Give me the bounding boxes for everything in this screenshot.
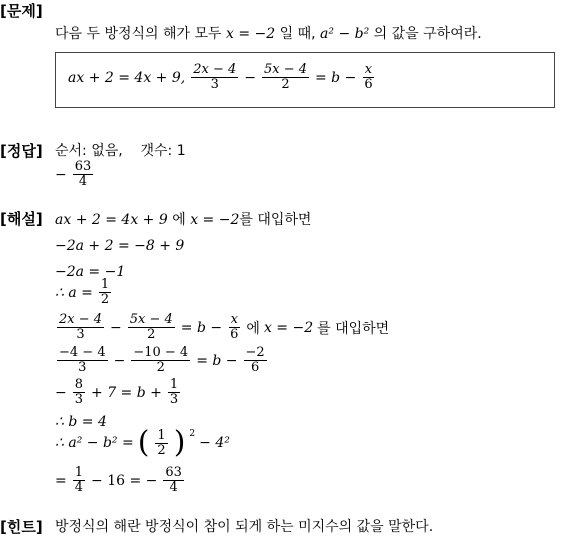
answer-value: − $\frac{63}{4}$: [55, 159, 92, 189]
solution-line-10: = $\frac{1}{4}$ − 16 = − $\frac{63}{4}$: [55, 465, 182, 495]
problem-text: 다음 두 방정식의 해가 모두 x = −2 일 때, a² − b² 의 값을 구하여라.: [55, 26, 482, 42]
solution-label: [해설]: [0, 210, 43, 228]
fraction: $\frac{5x - 4}{2}$: [263, 62, 307, 92]
hint-label: [힌트]: [0, 518, 43, 536]
solution-line-8: ∴ b = 4: [55, 414, 107, 430]
solution-line-6: $\frac{-4 - 4}{3}$ − $\frac{-10 - 4}{2}$ = b − $\frac{-2}{6}$: [59, 345, 265, 375]
solution-line-4: ∴ a = $\frac{1}{2}$: [55, 277, 110, 307]
solution-line-7: − $\frac{8}{3}$ + 7 = b + $\frac{1}{3}$: [55, 377, 179, 407]
solution-line-9: ∴ a² − b² = ( $\frac{1}{2}$ ) $^2$ − 4²: [55, 425, 230, 460]
problem-label: [문제]: [0, 2, 43, 20]
answer-order-text: 순서: 없음, 갯수: 1: [55, 143, 186, 159]
fraction: $\frac{2x - 4}{3}$: [193, 62, 237, 92]
problem-equation-box: ax + 2 = 4x + 9, $\frac{2x - 4}{3}$ − $\frac{5x - 4}{2}$ = b − $\frac{x}{6}$: [55, 52, 555, 108]
solution-line-3: −2a = −1: [55, 264, 126, 280]
hint-text: 방정식의 해란 방정식이 참이 되게 하는 미지수의 값을 말한다.: [55, 519, 434, 535]
solution-line-2: −2a + 2 = −8 + 9: [55, 238, 185, 254]
solution-line-5: $\frac{2x - 4}{3}$ − $\frac{5x - 4}{2}$ = b − $\frac{x}{6}$ 에 x = −2 를 대입하면: [59, 312, 390, 342]
answer-label: [정답]: [0, 142, 43, 160]
equation-1: ax + 2 = 4x + 9,: [68, 69, 186, 86]
solution-line-1: ax + 2 = 4x + 9 에 x = −2를 대입하면: [55, 212, 312, 228]
fraction: $\frac{x}{6}$: [364, 62, 373, 92]
